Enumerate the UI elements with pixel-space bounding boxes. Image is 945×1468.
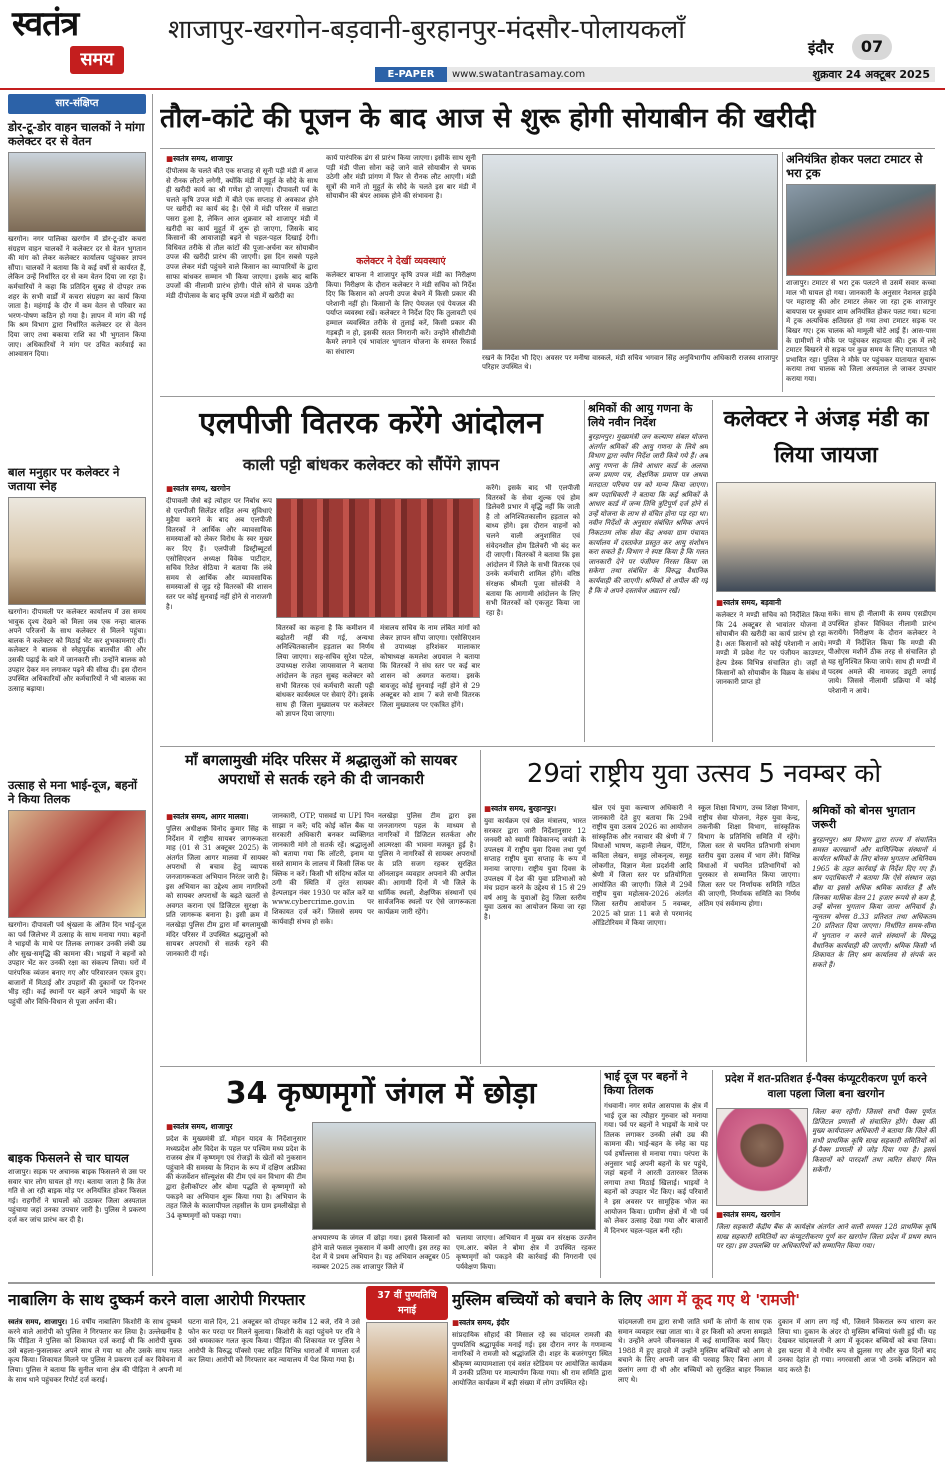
youth-text-2: खेल एवं युवा कल्याण अधिकारी ने जानकारी देते हुए बताया कि 29वें राष्ट्रीय युवा उत्सव 2026 का आयोजन सांस्कृतिक और नवाचार की श्रेणी में 7 विधाओं भाषण, कहानी लेखन, पेंटिंग, कविता लेखन, समूह लोकनृत्य, समूह लोकगीत, विज्ञान मेला प्रदर्शनी आदि श्रेणी में जिला स्तर पर प्रतियोगिता आयोजित की जाएगी। जिले में 29वें राष्ट्रीय युवा महोत्सव-2026 अंतर्गत जिला स्तरीय आयोजन 5 नवम्बर, 2025 को प्रातः 11 बजे से परमानंद ऑडिटोरियम में किया जाएगा। bbox=[592, 804, 692, 928]
sidebar-story-2-photo bbox=[8, 497, 146, 605]
bagla-text-3: नलखेड़ा पुलिस टीम द्वारा इस जनजागरण पहल के माध्यम से नागरिकों में डिजिटल सतर्कता और आत्मरक्षा की भावना मजबूत हुई है। पुलिस ने नागरिकों से सायबर अपराधों के प्रति सजग रहकर सुरक्षित ऑनलाइन व्यवहार अपनाने की अपील की। आगामी दिनों में भी जिले के धार्मिक स्थलों, शैक्षणिक संस्थानों एवं सार्वजनिक स्थलों पर ऐसे जागरूकता कार्यक्रम जारी रहेंगे। bbox=[378, 812, 476, 916]
accused-text-1 bbox=[8, 1318, 182, 1462]
lead-photo bbox=[482, 154, 778, 350]
muslim-text-3: दुकान में आग लग गई थी, जिसने विकराल रूप धारण कर लिया था। दुकान के अंदर दो मुस्लिम बच्चियां फंसी हुई थीं। यह देखकर चांदमलजी ने आग में कूदकर बच्चियों को बचा लिया। इस घटना में वे गंभीर रूप से झुलस गए और कुछ दिनों बाद उनका देहांत हो गया। नगरवासी आज भी उनके बलिदान को याद करते हैं। bbox=[778, 1318, 936, 1374]
lead-text-1: दीपोत्सव के चलते बीते एक सप्ताह से सूनी पड़ी मंडी में आज से रौनक लौटने लगेगी, क्योंकि मंडी में मुहूर्त के सौदे के साथ ही खरीदी कार्य का श्री गणेश हो जाएगा। दीपावली पर्व के चलते कृषि उपज मंडी में बीते एक सप्ताह से अवकाश होने पर खरीदी का कार्य बंद है। ऐसे में मंडी परिसर में सन्नाटा पसरा हुआ है, लेकिन आज शुक्रवार को शाजापुर मंडी में खरीदी का कार्य मुहूर्त में शुरू हो जाएगा, जिसके बाद किसानों की आवाजाही बढ़ने से चहल-पहल दिखाई देगी। विधिवत तरीके से तौल कांटों की पूजा-अर्चना कर सोयाबीन उपज की खरीदी प्रारंभ की जाएगी। इस दिन सबसे पहले उपज लेकर मंडी पहुंचने वाले किसान का व्यापारियों के द्वारा साफा बांधकर सम्मान भी किया जाएगा। इसके बाद बाकि उपजों की नीलामी प्रारंभ होगी। पीले सोने से चमक उठेगी मंडी दीपोत्सव के बाद कृषि उपज मंडी में खरीदी का bbox=[166, 167, 318, 300]
youth-divider bbox=[806, 800, 807, 1062]
deer-text-2: अभयारण्य के जंगल में छोड़ा गया। इससे किसानों को होने वाले फसल नुकसान में कमी आएगी। इस तरह का देश में ये प्रथम अभियान है। यह अभियान अक्टूबर 05 नवम्बर 2025 तक शाजापुर जिले में bbox=[312, 1234, 450, 1271]
muslim-headline-part2: आग में कूद गए थे 'रामजी' bbox=[647, 1291, 801, 1309]
award-bottom bbox=[716, 1210, 936, 1278]
page-number: 07 bbox=[860, 37, 884, 56]
lpg-text-2: वितरकों का कहना है कि कमीशन में बढ़ोतरी नहीं की गई, अन्यथा अनिश्चितकालीन हड़ताल का निर्णय लिया जाएगा। सह-सचिव सुरेश पटेल, उपाध्यक्ष राजेश जायसवाल ने बताया आंदोलन के तहत सुबह कलेक्टर को सभी वितरक एवं कर्मचारी काली पट्टी बांधकर कार्यस्थल पर सेवाएं देंगे। इसके साथ ही जिला मुख्यालय पर कलेक्टर को ज्ञापन दिया जाएगा। bbox=[276, 624, 374, 719]
truck-story bbox=[786, 152, 936, 392]
lead-byline: ■ स्वतंत्र समय, शाजापुर bbox=[166, 154, 318, 164]
muslim-column-1 bbox=[452, 1318, 612, 1462]
logo-bottom-text: समय bbox=[80, 49, 114, 70]
sidebar-divider bbox=[152, 94, 153, 1276]
lpg-divider bbox=[584, 400, 585, 742]
sidebar-section-title: सार-संक्षिप्त bbox=[8, 94, 146, 114]
lead-column-1 bbox=[166, 154, 318, 392]
labour-divider bbox=[712, 400, 713, 742]
date-line: शुक्रवार 24 अक्टूबर 2025 bbox=[812, 68, 930, 81]
lpg-text-3: मंत्रालय सचिव के नाम लंबित मांगों को लेकर ज्ञापन सौंपा जाएगा। एसोसिएशन से उपाध्यक्ष हरिशंकर मालाकार कोषाध्यक्ष कमलेश अग्रवाल ने बताया कि वितरकों ने संघ स्तर पर कई बार शासन को अवगत कराया। इसके बावजूद कोई सुनवाई नहीं होने से 29 अक्टूबर को शाम 7 बजे सभी वितरक जिला मुख्यालय पर एकत्रित होंगे। bbox=[380, 624, 480, 709]
lpg-column-1 bbox=[166, 484, 272, 742]
sidebar bbox=[8, 94, 146, 1276]
logo[interactable] bbox=[12, 4, 122, 84]
lpg-subheadline: काली पट्टी बांधकर कलेक्टर को सौंपेंगे ज्ञापन bbox=[242, 455, 500, 474]
bhaidooj-text: गंधवानी। नगर समेत आसपास के क्षेत्र में भाई दूज का त्यौहार गुरुवार को मनाया गया। पर्व पर बहनों ने भाइयों के माथे पर तिलक लगाकर उनकी लंबी उम्र की कामना की। भाई-बहन के स्नेह का यह पर्व हर्षोल्लास से मनाया गया। परंपरा के अनुसार भाई अपनी बहनों के घर पहुंचे, जहां बहनों ने आरती उतारकर तिलक लगाया तथा मिठाई खिलाई। भाइयों ने बहनों को उपहार भेंट किए। कई परिवारों ने इस अवसर पर सामूहिक भोज का आयोजन किया। ग्रामीण क्षेत्रों में भी पर्व को लेकर उत्साह देखा गया और बाजारों में दिनभर चहल-पहल बनी रही। bbox=[604, 1102, 708, 1235]
truck-photo bbox=[786, 184, 936, 276]
bagla-text-1: पुलिस अधीक्षक विनोद कुमार सिंह के निर्देशन में राष्ट्रीय सायबर जागरूकता माह (01 से 31 अक्टूबर 2025) के अंतर्गत जिला आगर मालवा में सायबर अपराधों से बचाव हेतु व्यापक जनजागरूकता अभियान निरंतर जारी है। इस अभियान का उद्देश्य आम नागरिकों को सायबर अपराधों के बढ़ते खतरों से अवगत कराना एवं डिजिटल सुरक्षा के प्रति जागरूक बनाना है। इसी क्रम में नलखेड़ा पुलिस टीम द्वारा माँ बगलामुखी मंदिर परिसर में उपस्थित श्रद्धालुओं को सायबर अपराधों से सतर्क रहने की जानकारी दी गई। bbox=[166, 825, 268, 958]
accused-column-1 bbox=[8, 1318, 182, 1462]
anjad-text-1: कलेक्टर ने मण्डी सचिव को निर्देशित किया कि 24 अक्टूबर से भावांतर योजना में सोयाबीन की खरीदी का कार्य प्रारंभ हो रहा है। अतः किसानों को कोई परेशानी न आये। मण्डी में प्रवेश गेट पर पंजीयन काउण्टर, हेल्प डेस्क विभिन्न संचालित हो। जहाँ से किसानों को सोयाबीन के विक्रय के संबंध में जानकारी प्राप्त हो bbox=[716, 611, 826, 687]
sidebar-story-1-text: खरगोन। नगर पालिका खरगोन में डोर-टू-डोर कचरा संग्रहण वाहन चालकों ने कलेक्टर दर से वेतन भुगतान की मांग को लेकर कलेक्टर कार्यालय पहुंचकर ज्ञापन सौंपा। चालकों ने बताया कि वे कई वर्षों से कार्यरत हैं, लेकिन उन्हें निर्धारित दर से कम वेतन दिया जा रहा है। कर्मचारियों ने कहा कि प्रतिदिन सुबह से दोपहर तक शहर के सभी वार्डों में कचरा संग्रहण का कार्य किया जाता है। महंगाई के दौर में कम वेतन से परिवार का भरण-पोषण कठिन हो गया है। ज्ञापन में मांग की गई कि श्रम विभाग द्वारा निर्धारित कलेक्टर दर से वेतन दिया जाए तथा बकाया राशि का भी भुगतान किया जाए। अधिकारियों ने मांग पर उचित कार्रवाई का आश्वासन दिया। bbox=[8, 235, 146, 359]
bagla-column-1 bbox=[166, 812, 268, 1062]
lead-column-2 bbox=[326, 154, 476, 392]
sidebar-story-3-text: खरगोन। दीपावली पर्व श्रृंखला के अंतिम दिन भाई-दूज का पर्व जिलेभर में उत्साह के साथ मनाया गया। बहनों ने भाइयों के माथे पर तिलक लगाकर उनकी लंबी उम्र और सुख-समृद्धि की कामना की। भाइयों ने बहनों को उपहार भेंट कर उनकी रक्षा का संकल्प लिया। घरों में पारंपरिक व्यंजन बनाए गए और परिवारजन एकत्र हुए। बाजारों में मिठाई और उपहारों की दुकानों पर दिनभर भीड़ रही। कई स्थानों पर बहनें अपने भाइयों के घर पहुंचीं और विधि-विधान से पूजा अर्चना की। bbox=[8, 921, 146, 1006]
anjad-photo bbox=[716, 482, 936, 592]
youth-column-1 bbox=[484, 804, 586, 1062]
sidebar-story-1-photo bbox=[8, 152, 146, 232]
lpg-byline: ■ स्वतंत्र समय, खरगोन bbox=[166, 484, 386, 494]
sidebar-story-2-text: खरगोन। दीपावली पर कलेक्टर कार्यालय में उस समय भावुक दृश्य देखने को मिला जब एक नन्हा बालक अपने परिजनों के साथ कलेक्टर से मिलने पहुंचा। बालक ने कलेक्टर को मिठाई भेंट कर शुभकामनाएं दीं। कलेक्टर ने बालक से स्नेहपूर्वक बातचीत की और उसकी पढ़ाई के बारे में जानकारी ली। उन्होंने बालक को उपहार देकर मन लगाकर पढ़ने की सीख दी। इस दौरान उपस्थित अधिकारियों और कर्मचारियों ने भी बालक का उत्साह बढ़ाया। bbox=[8, 608, 146, 693]
deer-divider bbox=[600, 1070, 601, 1278]
masthead-divider bbox=[0, 88, 945, 90]
bonus-headline: श्रमिकों को बोनस भुगतान जरूरी bbox=[812, 804, 916, 831]
section-rule-4 bbox=[8, 1282, 935, 1284]
award-byline: ■ स्वतंत्र समय, खरगोन bbox=[716, 1210, 936, 1220]
website-link[interactable]: www.swatantrasamay.com bbox=[452, 69, 586, 80]
truck-text: शाजापुर। टमाटर से भरा ट्रक पलटने से उसमें सवार कच्चा माल भी घायल हो गया। जानकारी के अनुसार नेशनल हाईवे पर महाराष्ट्र की ओर टमाटर लेकर जा रहा ट्रक शाजापुर बायपास पर बुधवार शाम अनियंत्रित होकर पलट गया। घटना में ट्रक अत्यधिक क्षतिग्रस्त हो गया तथा टमाटर सड़क पर बिखर गए। ट्रक चालक को मामूली चोटें आई हैं। आस-पास के ग्रामीणों ने मौके पर पहुंचकर सहायता की। ट्रक में लदे टमाटर बिखरने से सड़क पर कुछ समय के लिए यातायात भी प्रभावित रहा। पुलिस ने मौके पर पहुंचकर यातायात सुचारू कराया तथा चालक को जिला अस्पताल ले जाकर उपचार कराया गया। bbox=[786, 279, 936, 383]
sidebar-story-1-title: डोर-टू-डोर वाहन चालकों ने मांगा कलेक्टर दर से वेतन bbox=[8, 120, 145, 148]
section-rule-3 bbox=[160, 1066, 935, 1067]
lead-subhead: कलेक्टर ने देखीं व्यवस्थाएं bbox=[356, 256, 446, 267]
anjad-text-2: सके। साथ ही नीलामी के समय एसडीएम उपस्थित होकर विधिवत नीलामी प्रारंभ करायेंगे। निरीक्षण के दौरान कलेक्टर ने मण्डी में निर्देशित किया कि मण्डी की पीओएस मशीनें ठीक तरह से संचालित हो यह सुनिश्चित किया जाये। साथ ही मण्डी में पदस्थ अमले की नामजद ड्यूटी लगाई जाये। जिससे नीलामी प्रक्रिया में कोई परेशानी न आये। bbox=[828, 610, 936, 695]
bagla-byline: ■ स्वतंत्र समय, आगर मालवा। bbox=[166, 812, 268, 822]
lpg-text-1: दीपावली जैसे बड़े त्योहार पर निर्बाध रूप से एलपीजी सिलेंडर सहित अन्य सुविधाएं मुहैया कराने के बाद अब एलपीजी वितरकों ने आर्थिक और व्यावसायिक समस्याओं को लेकर विरोध के स्वर मुखर कर दिए हैं। एलपीजी डिस्ट्रीब्यूटर्स एसोसिएशन अध्यक्ष विवेक पाटीदार, सचिव रितेश सेठिया ने बताया कि लंबे समय से आर्थिक और व्यावसायिक समस्याओं से जुड़ रहे वितरकों की शासन स्तर पर कोई सुनवाई नहीं होने से नाराजगी है। bbox=[166, 497, 272, 611]
deer-text-1: प्रदेश के मुख्यमंत्री डॉ. मोहन यादव के निर्देशानुसार मध्यप्रदेश और विदेश के पहल पर पश्चिम मध्य प्रदेश के राजस्व क्षेत्र में कृष्णमृग एवं रोजड़ों के खेतों को नुकसान पहुंचाने की समस्या के निदान के रूप में दक्षिण अफ्रीका की कंजर्वेशन सॉल्यूशंस की टीम एवं वन विभाग की टीम द्वारा हेलीकॉप्टर और बोमा पद्धति से कृष्णमृगों को पकड़ने का अभियान शुरू किया गया है। अभियान के तहत जिले के कालापीपल तहसील के ग्राम इमलीखेड़ा से 34 कृष्णमृगों को पकड़ा गया। bbox=[166, 1135, 306, 1220]
youth-headline: 29वां राष्ट्रीय युवा उत्सव 5 नवम्बर को bbox=[526, 759, 882, 789]
bhaidooj-divider bbox=[712, 1070, 713, 1278]
anjad-byline: ■ स्वतंत्र समय, बड़वानी bbox=[716, 598, 936, 608]
muslim-headline-part1: मुस्लिम बच्चियों को बचाने के लिए bbox=[452, 1291, 642, 1309]
bagla-text-2: जानकारी, OTP, पासवर्ड या UPI पिन साझा न करें; यदि कोई कॉल बैंक या सरकारी अधिकारी बनकर व्यक्तिगत जानकारी मांगे तो सतर्क रहें। श्रद्धालुओं को बताया गया कि लॉटरी, इनाम या सस्ते सामान के लालच में किसी लिंक पर क्लिक न करें। किसी भी संदिग्ध कॉल या ठगी की स्थिति में तुरंत सायबर हेल्पलाइन नंबर 1930 पर कॉल करें या www.cybercrime.gov.in पर शिकायत दर्ज करें। जिससे समय पर कार्यवाही संभव हो सके। bbox=[272, 812, 374, 926]
deer-headline: 34 कृष्णमृगों जंगल में छोड़ा bbox=[225, 1076, 537, 1111]
muslim-headline bbox=[452, 1286, 936, 1314]
bhaidooj-headline: भाई दूज पर बहनों ने किया तिलक bbox=[604, 1070, 688, 1097]
accused-headline: नाबालिग के साथ दुष्कर्म करने वाला आरोपी गिरफ्तार bbox=[8, 1291, 306, 1309]
lpg-text-4: करेंगे। इसके बाद भी एलपीजी वितरकों के सेवा शुल्क एवं होम डिलेवरी प्रभार में वृद्धि नहीं कि जाती है तो अनिश्चितकालीन हड़ताल को बाध्य होंगे। इस दौरान वाहनों को चलने वाली अनुशासित एवं संवेदनशील होम डिलेवरी भी बंद कर दी जाएगी। वितरकों ने बताया कि इस आंदोलन में जिले के सभी वितरक एवं उनके कर्मचारी शामिल होंगे। वरिष्ठ संरक्षक श्रीमती पूजा सोलंकी ने बताया कि आगामी आंदोलन के लिए सभी वितरकों को एकजुट किया जा रहा है। bbox=[486, 484, 580, 617]
region-title: शाजापुर-खरगोन-बड़वानी-बुरहानपुर-मंदसौर-पोलायकलाँ bbox=[168, 15, 685, 45]
award-headline: प्रदेश में शत-प्रतिशत ई-पैक्स कंप्यूटरीकरण पूर्ण करने वाला पहला जिला बना खरगोन bbox=[725, 1073, 927, 1100]
tithi-label: 37 वीं पुण्यतिथि मनाई bbox=[377, 1290, 437, 1316]
muslim-byline: ■ स्वतंत्र समय, इंदौर bbox=[452, 1318, 612, 1328]
award-photo bbox=[716, 1108, 808, 1206]
accused-text-1-body: 16 वर्षीय नाबालिग किशोरी के साथ दुष्कर्म करने वाले आरोपी को पुलिस ने गिरफ्तार कर लिया है। उल्लेखनीय है कि पीड़िता ने पुलिस को शिकायत दर्ज कराई थी कि आरोपी युवक उसे बहला-फुसलाकर अपने साथ ले गया था और उसके साथ गलत कृत्य किया। शिकायत मिलने पर पुलिस ने प्रकरण दर्ज कर विवेचना में लिया। पुलिस ने बताया कि सुनील थाना क्षेत्र की पीड़िता ने अपनी मां के साथ थाने पहुंचकर रिपोर्ट दर्ज कराई। bbox=[8, 1318, 182, 1384]
lead-photo-caption: रखने के निर्देश भी दिए। अवसर पर मनीषा वास्कले, मंडी सचिव भगवान सिंह अनुविभागीय अधिकारी राजस्व शाजापुर परिहार उपस्थित थे। bbox=[482, 354, 778, 372]
accused-byline: स्वतंत्र समय, शाजापुर। bbox=[8, 1318, 68, 1326]
section-rule-1 bbox=[160, 396, 935, 397]
deer-column-1 bbox=[166, 1122, 306, 1278]
deer-text-3: चलाया जाएगा। अभियान में मुख्य वन संरक्षक उज्जैन एम.आर. बघेल ने बोमा क्षेत्र में उपस्थित रहकर कृष्णमृगों को पकड़ने की कार्रवाई की निगरानी एवं पर्यवेक्षण किया। bbox=[456, 1234, 596, 1271]
sidebar-story-2-title: बाल मनुहार पर कलेक्टर ने जताया स्नेह bbox=[8, 465, 120, 493]
bagla-divider bbox=[480, 750, 481, 1064]
truck-headline: अनियंत्रित होकर पलटा टमाटर से भरा ट्रक bbox=[786, 152, 923, 180]
bonus-text: बुरहानपुर। श्रम विभाग द्वारा राज्य में संचालित समस्त कारखानों और वाणिज्यिक संस्थानों में कार्यरत श्रमिकों के लिए बोनस भुगतान अधिनियम 1965 के तहत कार्रवाई के निर्देश दिए गए हैं। श्रम पदाधिकारी ने बताया कि ऐसे संस्थान जहां बीस या इससे अधिक श्रमिक कार्यरत हैं और जिनका मासिक वेतन 21 हजार रूपये से कम है, उन्हें बोनस भुगतान किया जाना अनिवार्य है। न्यूनतम बोनस 8.33 प्रतिशत तथा अधिकतम 20 प्रतिशत दिया जाएगा। निर्धारित समय-सीमा में भुगतान न करने वाले संस्थानों के विरुद्ध वैधानिक कार्यवाही की जाएगी। श्रमिक किसी भी शिकायत के लिए श्रम कार्यालय से संपर्क कर सकते हैं। bbox=[812, 836, 936, 969]
lead-headline: तौल-कांटे की पूजन के बाद आज से शुरू होगी सोयाबीन की खरीदी bbox=[160, 103, 816, 134]
masthead bbox=[0, 0, 945, 88]
accused-text-2: घटना वाले दिन, 21 अक्टूबर को दोपहर करीब 12 बजे, रवि ने उसे फोन कर परदा पर मिलने बुलाया। किशोरी के वहां पहुंचने पर रवि ने उसे धमकाकर गलत कृत्य किया। पीड़िता की शिकायत पर पुलिस ने आरोपी के विरुद्ध पॉक्सो एक्ट सहित विभिन्न धाराओं में मामला दर्ज कर लिया। आरोपी को गिरफ्तार कर न्यायालय में पेश किया गया है। bbox=[188, 1318, 360, 1365]
lpg-headline: एलपीजी वितरक करेंगे आंदोलन bbox=[199, 406, 543, 441]
labour-story bbox=[588, 402, 708, 742]
bonus-story bbox=[812, 804, 936, 1062]
city-name: इंदौर bbox=[808, 39, 834, 57]
sidebar-story-3-photo bbox=[8, 810, 146, 918]
youth-text-1: युवा कार्यक्रम एवं खेल मंत्रालय, भारत सरकार द्वारा जारी निर्देशानुसार 12 जनवरी को स्वामी विवेकानन्द जयंती के उपलक्ष्य में राष्ट्रीय युवा दिवस तथा पूर्ण सप्ताह राष्ट्रीय युवा सप्ताह के रूप में मनाया जाएगा। राष्ट्रीय युवा दिवस के उपलक्ष्य में देश की युवा प्रतिभाओं को मंच प्रदान करने के उद्देश्य से 15 से 29 वर्ष आयु के युवाओं हेतु जिला स्तरीय युवा उत्सव का आयोजन किया जा रहा है। bbox=[484, 817, 586, 921]
anjad-column-1 bbox=[716, 598, 826, 742]
award-text-2: जिला सहकारी केंद्रीय बैंक के कार्यक्षेत्र अंतर्गत आने वाली समस्त 128 प्राथमिक कृषि साख सहकारी समितियों का कंप्यूटरीकरण पूर्ण कर खरगोन जिला प्रदेश में प्रथम स्थान पर रहा। इस उपलब्धि पर अधिकारियों को सम्मानित किया गया। bbox=[716, 1223, 936, 1251]
youth-byline: ■ स्वतंत्र समय, बुरहानपुर। bbox=[484, 804, 586, 814]
labour-text: बुरहानपुर। मुख्यमंत्री जन कल्याण संबल योजना अंतर्गत श्रमिकों की आयु गणना के लिये श्रम विभाग द्वारा नवीन निर्देश जारी किये गये हैं। अब आयु गणना के लिये आधार कार्ड के अलावा जन्म प्रमाण पत्र, शैक्षणिक प्रमाण पत्र अथवा मतदाता परिचय पत्र को मान्य किया जाएगा। श्रम पदाधिकारी ने बताया कि कई श्रमिकों के आधार कार्ड में जन्म तिथि त्रुटिपूर्ण दर्ज होने से उन्हें योजना के लाभ से वंचित होना पड़ रहा था। नवीन निर्देशों के अनुसार संबंधित श्रमिक अपने निकटतम लोक सेवा केंद्र अथवा ग्राम पंचायत कार्यालय में दस्तावेज प्रस्तुत कर आयु संशोधन करा सकते हैं। विभाग ने स्पष्ट किया है कि गलत जानकारी देने पर पंजीयन निरस्त किया जा सकेगा तथा संबंधित के विरुद्ध वैधानिक कार्यवाही की जाएगी। श्रमिकों से अपील की गई है कि वे अपने दस्तावेज अद्यतन रखें। bbox=[588, 433, 708, 595]
award-text-1: जिला बना रहेगी। जिससे सभी पैक्स पूर्णतः डिजिटल प्रणाली से संचालित होंगे। पैक्स की मुख्य कार्यपालन अधिकारी ने बताया कि जिले की सभी प्राथमिक कृषि साख सहकारी समितियों को ई-पैक्स प्रणाली से जोड़ दिया गया है। इससे किसानों को पारदर्शी तथा त्वरित सेवाएं मिल सकेंगी। bbox=[812, 1108, 936, 1174]
lead-divider-right bbox=[782, 152, 783, 392]
lead-text-3: कलेक्टर बाफना ने शाजापुर कृषि उपज मंडी का निरीक्षण किया। निरीक्षण के दौरान कलेक्टर ने मंडी सचिव को निर्देश दिए कि किसान को अपनी उपज बेचने में किसी प्रकार की परेशानी नहीं हो। किसानों के लिए पेयजल एवं पेयजल की पर्याप्त व्यवस्था रखें। कलेक्टर ने निर्देश दिए कि तुलावटी एवं हम्माल व्यवस्थित तरीके से तुलाई करें, किसी प्रकार की गड़बड़ी न हो, इसकी सतत निगरानी करें। उन्होंने सीसीटीवी कैमरे लगाने एवं भावांतर भुगतान योजना के समस्त रिकार्ड का संधारण bbox=[326, 271, 476, 356]
logo-top-text: स्वतंत्र bbox=[12, 4, 79, 44]
section-rule-2 bbox=[160, 746, 935, 747]
lead-text-2: कार्य पारंपरिक ढंग से प्रारंभ किया जाएगा। इसीके साथ सूनी पड़ी मंडी पीला सोना कहे जाने वाले सोयाबीन से चमक उठेगी और मंडी प्रांगण में फिर से रौनक लौट आएगी। मंडी सूत्रों की मानें तो मुहूर्त के सौदे के चलते इस बार मंडी में सोयाबीन की बंपर आवक होने की संभावना है। bbox=[326, 154, 476, 201]
labour-headline: श्रमिकों की आयु गणना के लिये नवीन निर्देश bbox=[588, 402, 693, 429]
lpg-photo bbox=[276, 498, 480, 618]
anjad-headline: कलेक्टर ने अंजड़ मंडी का लिया जायजा bbox=[723, 407, 929, 468]
deer-photo bbox=[312, 1122, 596, 1230]
bhaidooj-story bbox=[604, 1070, 708, 1278]
sidebar-story-3-title: उत्साह से मना भाई-दूज, बहनों ने किया तिलक bbox=[8, 778, 138, 806]
lead-headline-rule bbox=[160, 148, 935, 149]
epaper-label: E-PAPER bbox=[387, 69, 435, 80]
sidebar-story-4-title: बाइक फिसलने से चार घायल bbox=[8, 1151, 129, 1165]
deer-byline: ■ स्वतंत्र समय, शाजापुर bbox=[166, 1122, 306, 1132]
sidebar-story-4-text: शाजापुर। सड़क पर अचानक बाइक फिसलने से उस पर सवार चार लोग घायल हो गए। बताया जाता है कि तेज गति से आ रही बाइक मोड़ पर अनियंत्रित होकर फिसल गई। राहगीरों ने घायलों को उठाकर जिला अस्पताल पहुंचाया जहां उनका उपचार जारी है। पुलिस ने प्रकरण दर्ज कर जांच प्रारंभ कर दी है। bbox=[8, 1168, 146, 1224]
muslim-text-1: सांप्रदायिक सौहार्द की मिसाल रहे स्व चांदमल रामजी की पुण्यतिथि श्रद्धापूर्वक मनाई गई। इस दौरान नगर के गणमान्य नागरिकों ने रामजी को श्रद्धांजलि दी। शहर के बजरंगपुरा स्थित श्रीकृष्ण व्यायामशाला एवं वसंत स्टेडियम पर आयोजित कार्यक्रम में उनकी प्रतिमा पर माल्यार्पण किया गया। श्री राम समिति द्वारा आयोजित कार्यक्रम में बड़ी संख्या में लोग उपस्थित रहे। bbox=[452, 1331, 612, 1387]
bagla-headline: माँ बगलामुखी मंदिर परिसर में श्रद्धालुओं को सायबर अपराधों से सतर्क रहने की दी जानकारी bbox=[185, 753, 457, 788]
muslim-text-2: चांदमलजी राम द्वारा सभी जाति धर्मों के लोगों के साथ एक समान व्यवहार रखा जाता था। वे हर किसी को अपना समझते थे। उन्होंने अपने जीवनकाल में कई सामाजिक कार्य किए। 1988 में हुए हादसे में उन्होंने मुस्लिम बच्चियों को आग से बचाने के लिए अपनी जान की परवाह किए बिना आग में छलांग लगा दी थी और बच्चियों को सुरक्षित बाहर निकाल लाए थे। bbox=[618, 1318, 772, 1384]
tithi-photo bbox=[366, 1322, 448, 1462]
youth-text-3: स्कूल शिक्षा विभाग, उच्च शिक्षा विभाग, राष्ट्रीय सेवा योजना, नेहरु युवा केन्द्र, तकनीकी शिक्षा विभाग, सांस्कृतिक विभाग के प्रतिनिधि समिति में रहेंगे। जिला स्तर से चयनित प्रतिभागी संभाग स्तरीय युवा उत्सव में भाग लेंगे। विभिन्न विधाओं में चयनित प्रतिभागियों को पुरस्कार से सम्मानित किया जाएगा। जिला स्तर पर निर्णायक समिति गठित की जाएगी, निर्णायक समिति का निर्णय अंतिम एवं सर्वमान्य होगा। bbox=[698, 804, 800, 908]
